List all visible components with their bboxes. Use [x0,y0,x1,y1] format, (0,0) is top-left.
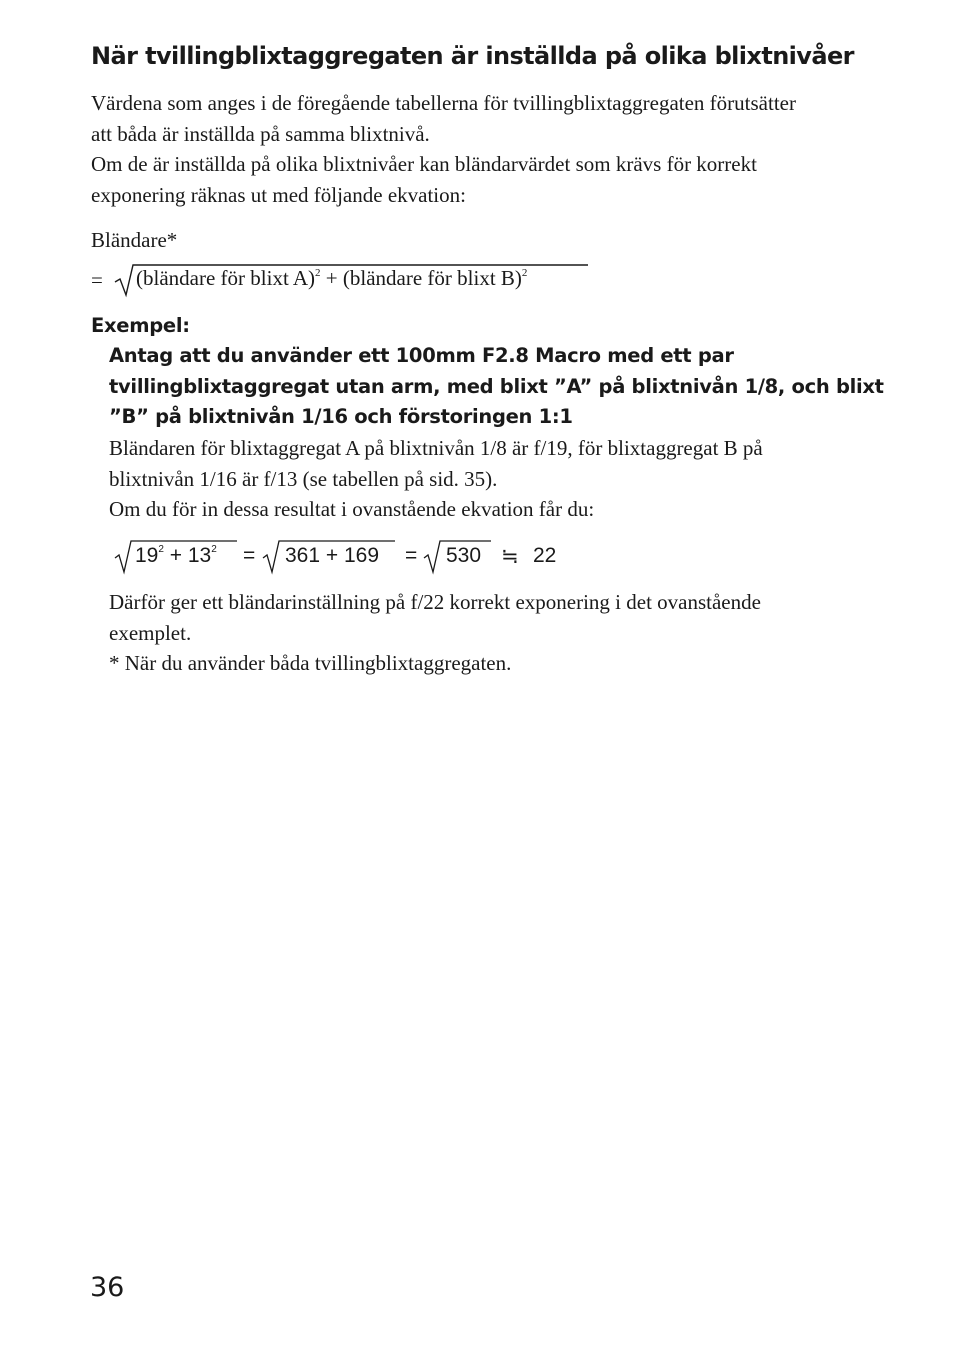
example-label: Exempel: [91,314,190,337]
intro-line-3: Om de är inställda på olika blixtnivåer kan bländarvärdet som krävs för korrekt [91,152,757,176]
formula-label: Bländare* [91,228,178,252]
aperture-formula [91,262,611,298]
page-number: 36 [90,1272,125,1303]
intro-paragraph [91,88,911,210]
intro-line-2: att båda är inställda på samma blixtnivå. [91,121,430,146]
formula-exponent-a: 2 [315,267,321,279]
footnote: * När du använder båda tvillingblixtaggregaten. [109,651,512,675]
example-explanation [109,433,929,525]
section-heading: När tvillingblixtaggregaten är inställda på olika blixtnivåer [91,42,854,70]
example-scenario-line-1: Antag att du använder ett 100mm F2.8 Macro med ett par [109,344,734,367]
example-scenario [109,341,884,433]
calc-a: 19 [135,544,159,567]
formula-radicand [136,266,527,291]
calc-result: 22 [533,544,557,567]
calc-total: 530 [446,544,482,567]
formula-term-a: (bländare för blixt A) [136,266,316,290]
example-scenario-line-2: tvillingblixtaggregat utan arm, med blixt ”A” på blixtnivån 1/8, och blixt [109,374,884,398]
calc-equals-2: = [405,544,418,567]
example-explanation-line-1: Bländaren för blixtaggregat A på blixtnivån 1/8 är f/19, för blixtaggregat B på [109,436,763,460]
intro-line-4: exponering räknas ut med följande ekvation: [91,182,466,207]
calc-sum: 361 + 169 [285,544,380,567]
conclusion-paragraph [109,587,929,679]
conclusion-line-1: Därför ger ett bländarinställning på f/22 korrekt exponering i det ovanstående [109,590,761,614]
calc-approx: ≒ [501,545,519,568]
example-explanation-line-3: Om du för in dessa resultat i ovanstående ekvation får du: [109,497,595,521]
calc-plus: + [163,544,188,567]
calc-equals-1: = [243,544,256,567]
calc-exp-a: 2 [158,544,164,555]
calc-b: 13 [187,544,212,567]
formula-term-b: (bländare för blixt B) [342,266,522,290]
intro-line-1: Värdena som anges i de föregående tabellerna för tvillingblixtaggregaten förutsätter [91,91,796,115]
conclusion-line-2: exemplet. [109,620,192,645]
formula-plus: + [320,266,343,290]
calc-term-1 [135,544,217,568]
formula-exponent-b: 2 [521,267,528,279]
example-calculation [113,538,593,578]
example-explanation-line-2: blixtnivån 1/16 är f/13 (se tabellen på sid. 35). [109,466,498,491]
example-scenario-line-3: ”B” på blixtnivån 1/16 och förstoringen 1:1 [109,405,573,428]
calc-exp-b: 2 [211,544,217,555]
formula-equals: = [91,268,103,292]
